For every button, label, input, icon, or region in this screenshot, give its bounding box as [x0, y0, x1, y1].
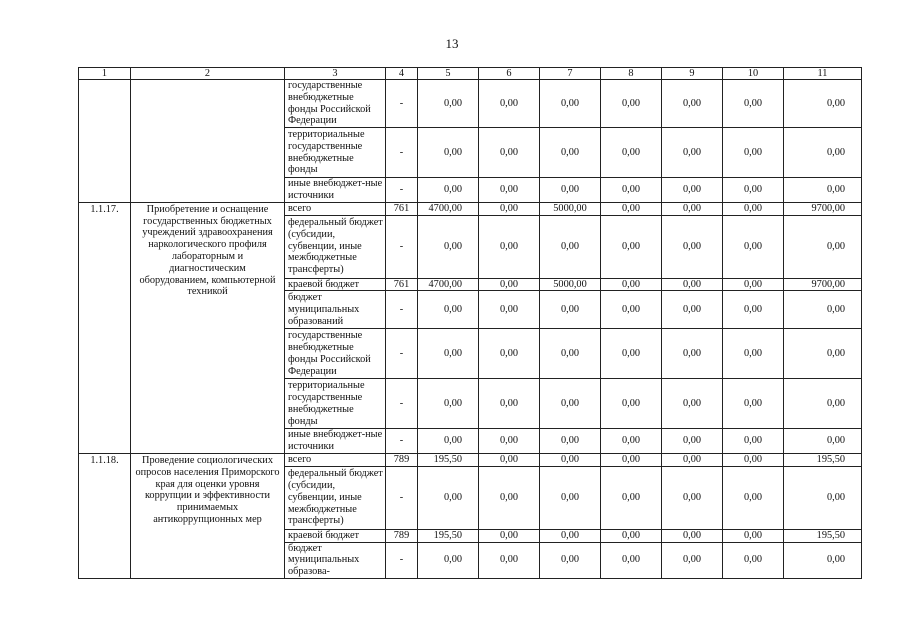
col-header: 2 [131, 68, 285, 80]
amount-cell: 0,00 [601, 529, 662, 542]
amount-cell: 0,00 [662, 202, 723, 215]
measure-code [79, 80, 131, 203]
table-row [79, 80, 862, 128]
amount-cell: 0,00 [601, 466, 662, 529]
measure-name: Приобретение и оснащение государственных бюджетных учреждений здравоохранения наркологического профиля лабораторным и диагностическим оборудованием, компьютерной техникой [131, 202, 285, 453]
ministry-code: 789 [386, 453, 418, 466]
ministry-code: 789 [386, 529, 418, 542]
amount-cell: 0,00 [723, 215, 784, 278]
amount-cell: 0,00 [662, 466, 723, 529]
amount-cell: 0,00 [723, 379, 784, 429]
amount-cell: 0,00 [418, 128, 479, 178]
amount-cell: 0,00 [784, 215, 862, 278]
amount-cell: 0,00 [479, 529, 540, 542]
amount-cell: 0,00 [479, 202, 540, 215]
amount-cell: 5000,00 [540, 202, 601, 215]
col-header: 8 [601, 68, 662, 80]
amount-cell: 0,00 [540, 542, 601, 578]
amount-cell: 0,00 [479, 278, 540, 291]
funding-source: территориальные государственные внебюджетные фонды [285, 379, 386, 429]
amount-cell: 0,00 [723, 453, 784, 466]
amount-cell: 0,00 [479, 80, 540, 128]
table-row [79, 202, 862, 215]
amount-cell: 0,00 [723, 542, 784, 578]
amount-cell: 0,00 [723, 466, 784, 529]
funding-source: всего [285, 202, 386, 215]
funding-source: бюджет муниципальных образова- [285, 542, 386, 578]
amount-cell: 0,00 [601, 291, 662, 329]
amount-cell: 0,00 [662, 329, 723, 379]
funding-source: федеральный бюджет (субсидии, субвенции, иные межбюджетные трансферты) [285, 215, 386, 278]
amount-cell: 0,00 [418, 379, 479, 429]
amount-cell: 0,00 [662, 291, 723, 329]
amount-cell: 195,50 [418, 529, 479, 542]
amount-cell: 0,00 [601, 178, 662, 203]
amount-cell: 0,00 [479, 329, 540, 379]
amount-cell: 0,00 [601, 278, 662, 291]
amount-cell: 0,00 [418, 329, 479, 379]
col-header: 11 [784, 68, 862, 80]
amount-cell: 0,00 [662, 429, 723, 454]
funding-source: территориальные государственные внебюджетные фонды [285, 128, 386, 178]
amount-cell: 0,00 [662, 379, 723, 429]
col-header: 3 [285, 68, 386, 80]
col-header: 4 [386, 68, 418, 80]
measure-code: 1.1.17. [79, 202, 131, 453]
amount-cell: 0,00 [601, 542, 662, 578]
ministry-code: 761 [386, 278, 418, 291]
amount-cell: 0,00 [540, 379, 601, 429]
amount-cell: 0,00 [784, 128, 862, 178]
funding-source: иные внебюджет-ные источники [285, 178, 386, 203]
col-header: 5 [418, 68, 479, 80]
amount-cell: 0,00 [723, 529, 784, 542]
amount-cell: 0,00 [601, 128, 662, 178]
ministry-code: 761 [386, 202, 418, 215]
amount-cell: 0,00 [418, 466, 479, 529]
funding-source: бюджет муниципальных образований [285, 291, 386, 329]
page-number: 13 [445, 36, 459, 51]
ministry-code: - [386, 429, 418, 454]
amount-cell: 0,00 [723, 202, 784, 215]
amount-cell: 9700,00 [784, 278, 862, 291]
amount-cell: 0,00 [784, 379, 862, 429]
amount-cell: 0,00 [784, 429, 862, 454]
ministry-code: - [386, 178, 418, 203]
ministry-code: - [386, 215, 418, 278]
amount-cell: 0,00 [723, 278, 784, 291]
budget-table [78, 67, 862, 579]
table-header [79, 68, 862, 80]
amount-cell: 0,00 [784, 80, 862, 128]
amount-cell: 0,00 [479, 128, 540, 178]
amount-cell: 0,00 [540, 453, 601, 466]
amount-cell: 0,00 [662, 529, 723, 542]
amount-cell: 0,00 [662, 453, 723, 466]
amount-cell: 0,00 [601, 379, 662, 429]
ministry-code: - [386, 466, 418, 529]
col-header: 6 [479, 68, 540, 80]
amount-cell: 0,00 [418, 80, 479, 128]
amount-cell: 0,00 [784, 178, 862, 203]
table-body [79, 80, 862, 579]
amount-cell: 4700,00 [418, 202, 479, 215]
amount-cell: 0,00 [540, 178, 601, 203]
amount-cell: 0,00 [662, 542, 723, 578]
amount-cell: 195,50 [784, 529, 862, 542]
measure-name [131, 80, 285, 203]
amount-cell: 0,00 [662, 215, 723, 278]
amount-cell: 0,00 [723, 178, 784, 203]
measure-name: Проведение социологических опросов населения Приморского края для оценки уровня коррупции и эффективности принимаемых антикоррупционных мер [131, 453, 285, 578]
amount-cell: 0,00 [662, 80, 723, 128]
measure-code: 1.1.18. [79, 453, 131, 578]
amount-cell: 9700,00 [784, 202, 862, 215]
ministry-code: - [386, 128, 418, 178]
col-header: 10 [723, 68, 784, 80]
amount-cell: 0,00 [784, 291, 862, 329]
amount-cell: 0,00 [479, 215, 540, 278]
amount-cell: 195,50 [784, 453, 862, 466]
col-header: 9 [662, 68, 723, 80]
amount-cell: 0,00 [418, 215, 479, 278]
amount-cell: 0,00 [418, 291, 479, 329]
amount-cell: 0,00 [723, 128, 784, 178]
amount-cell: 5000,00 [540, 278, 601, 291]
ministry-code: - [386, 291, 418, 329]
amount-cell: 0,00 [479, 178, 540, 203]
amount-cell: 4700,00 [418, 278, 479, 291]
funding-source: иные внебюджет-ные источники [285, 429, 386, 454]
amount-cell: 0,00 [662, 178, 723, 203]
amount-cell: 0,00 [479, 429, 540, 454]
ministry-code: - [386, 329, 418, 379]
funding-source: краевой бюджет [285, 529, 386, 542]
amount-cell: 0,00 [723, 329, 784, 379]
amount-cell: 0,00 [418, 178, 479, 203]
amount-cell: 0,00 [601, 80, 662, 128]
amount-cell: 0,00 [479, 542, 540, 578]
ministry-code: - [386, 542, 418, 578]
funding-source: всего [285, 453, 386, 466]
amount-cell: 0,00 [662, 128, 723, 178]
amount-cell: 0,00 [662, 278, 723, 291]
amount-cell: 0,00 [540, 128, 601, 178]
funding-source: краевой бюджет [285, 278, 386, 291]
amount-cell: 0,00 [601, 429, 662, 454]
amount-cell: 0,00 [784, 542, 862, 578]
amount-cell: 0,00 [418, 542, 479, 578]
ministry-code: - [386, 379, 418, 429]
amount-cell: 0,00 [540, 466, 601, 529]
amount-cell: 0,00 [540, 529, 601, 542]
amount-cell: 0,00 [479, 453, 540, 466]
amount-cell: 0,00 [540, 429, 601, 454]
amount-cell: 0,00 [784, 329, 862, 379]
table-row [79, 453, 862, 466]
amount-cell: 0,00 [784, 466, 862, 529]
amount-cell: 0,00 [601, 215, 662, 278]
amount-cell: 0,00 [540, 215, 601, 278]
col-header: 1 [79, 68, 131, 80]
funding-source: федеральный бюджет (субсидии, субвенции, иные межбюджетные трансферты) [285, 466, 386, 529]
amount-cell: 0,00 [723, 291, 784, 329]
amount-cell: 195,50 [418, 453, 479, 466]
ministry-code: - [386, 80, 418, 128]
amount-cell: 0,00 [540, 291, 601, 329]
amount-cell: 0,00 [723, 429, 784, 454]
amount-cell: 0,00 [723, 80, 784, 128]
funding-source: государственные внебюджетные фонды Российской Федерации [285, 80, 386, 128]
amount-cell: 0,00 [479, 466, 540, 529]
amount-cell: 0,00 [479, 291, 540, 329]
funding-source: государственные внебюджетные фонды Российской Федерации [285, 329, 386, 379]
col-header: 7 [540, 68, 601, 80]
amount-cell: 0,00 [479, 379, 540, 429]
amount-cell: 0,00 [418, 429, 479, 454]
amount-cell: 0,00 [540, 80, 601, 128]
amount-cell: 0,00 [601, 329, 662, 379]
amount-cell: 0,00 [601, 453, 662, 466]
amount-cell: 0,00 [601, 202, 662, 215]
amount-cell: 0,00 [540, 329, 601, 379]
